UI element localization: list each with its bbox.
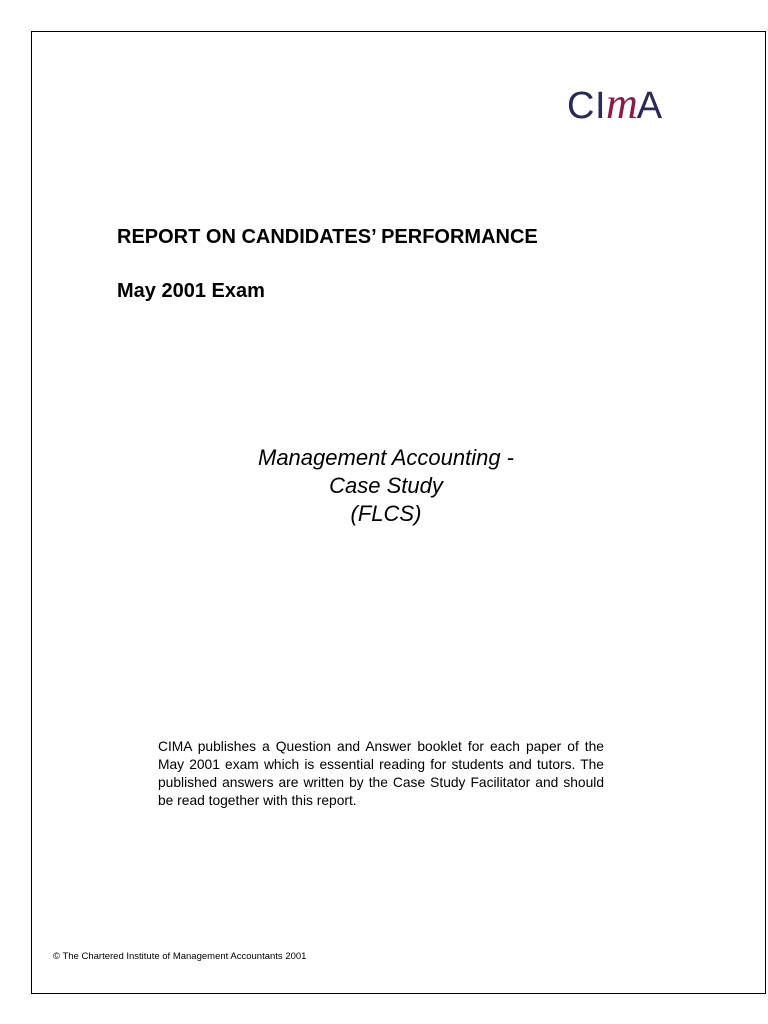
report-title: REPORT ON CANDIDATES’ PERFORMANCE xyxy=(117,226,538,248)
exam-date: May 2001 Exam xyxy=(117,280,265,302)
subject-line-3: (FLCS) xyxy=(350,501,422,526)
logo-text-a: A xyxy=(636,85,663,127)
copyright-footer: © The Chartered Institute of Management Accountants 2001 xyxy=(53,951,307,962)
cima-logo xyxy=(567,79,663,128)
subject-title xyxy=(186,444,586,528)
subject-line-2: Case Study xyxy=(329,473,443,498)
logo-text-ci: CI xyxy=(567,85,606,127)
logo-text-m: m xyxy=(606,79,637,128)
notice-paragraph: CIMA publishes a Question and Answer booklet for each paper of the May 2001 exam which is essential reading for students and tutors. The published answers are written by the Case Study Facilitator and should be read together with this report. xyxy=(158,739,604,808)
subject-line-1: Management Accounting - xyxy=(258,445,514,470)
